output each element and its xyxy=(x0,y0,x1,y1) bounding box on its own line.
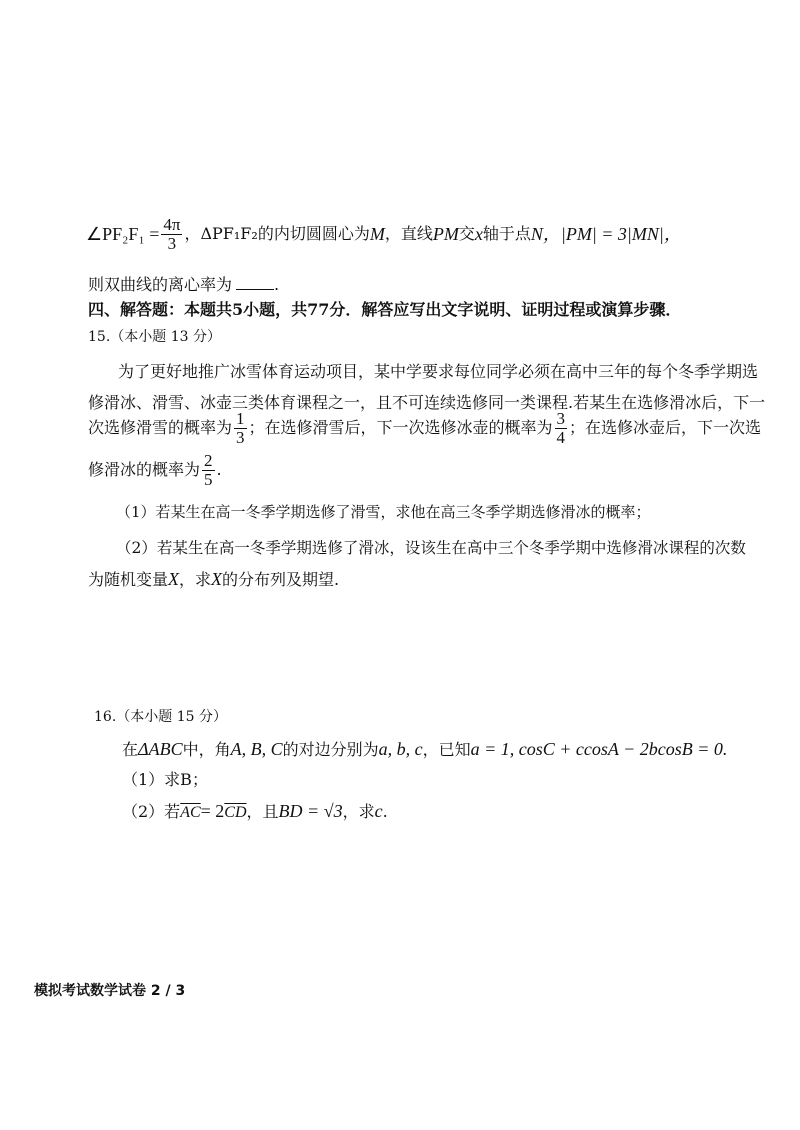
q15-line2: 修滑冰、滑雪、冰壶三类体育课程之一，且不可连续选修同一类课程.若某生在选修滑冰后，下一 xyxy=(88,393,766,412)
answer-blank xyxy=(236,289,274,290)
q16-line1: 在ΔABC中，角A, B, C的对边分别为a, b, c，已知a = 1, cosC + ccosA − 2bcosB = 0. xyxy=(122,739,728,759)
q16-part1: （1）求B； xyxy=(122,770,208,789)
fraction-three-fourths: $\frac{3}{4}$ xyxy=(556,409,566,447)
q15-line4: 修滑冰的概率为 $\frac{2}{5}$ . xyxy=(88,451,222,489)
fraction-two-fifths: $\frac{2}{5}$ xyxy=(204,451,213,489)
q15-line3: 次选修滑雪的概率为 $\frac{1}{3}$ ；在选修滑雪后，下一次选修冰壶的概率为 $\frac{3}{4}$ ；在选修冰壶后，下一次选 xyxy=(88,409,762,447)
q14-ending: 则双曲线的离心率为 . xyxy=(88,275,280,294)
page-footer: 模拟考试数学试卷 2 / 3 xyxy=(34,983,186,999)
fraction-one-third: $\frac{1}{3}$ xyxy=(236,409,245,447)
vector-ac: $\overline{AC}$ xyxy=(180,804,201,821)
q15-part1: （1）若某生在高一冬季学期选修了滑雪，求他在高三冬季学期选修滑冰的概率； xyxy=(116,503,651,521)
q15-header: 15.（本小题 13 分） xyxy=(88,329,221,345)
q15-part2-line1: （2）若某生在高一冬季学期选修了滑冰，设该生在高中三个冬季学期中选修滑冰课程的次数 xyxy=(116,539,746,557)
q15-part2-line2: 为随机变量X，求X的分布列及期望. xyxy=(88,569,340,589)
q14-condition-line: ∠PF₂F₁ = $\frac{4\pi}{3}$ ，ΔPF₁F₂的内切圆圆心为 M ，直线 PM 交 x 轴于点 N ，|PM| = 3|MN|， xyxy=(86,215,682,253)
q16-header: 16.（本小题 15 分） xyxy=(94,709,227,725)
section-heading: 四、解答题：本题共5小题，共77分．解答应写出文字说明、证明过程或演算步骤． xyxy=(88,300,682,319)
angle-expression: ∠PF₂F₁ = xyxy=(86,224,160,245)
vector-cd: $\overline{CD}$ xyxy=(224,804,247,821)
q16-part2: （2）若$\overline{AC}= 2\overline{CD}$，且BD = √3，求c. xyxy=(122,801,388,821)
q15-line1: 为了更好地推广冰雪体育运动项目，某中学要求每位同学必须在高中三年的每个冬季学期选 xyxy=(118,362,759,381)
angle-fraction: $\frac{4\pi}{3}$ xyxy=(163,215,181,253)
